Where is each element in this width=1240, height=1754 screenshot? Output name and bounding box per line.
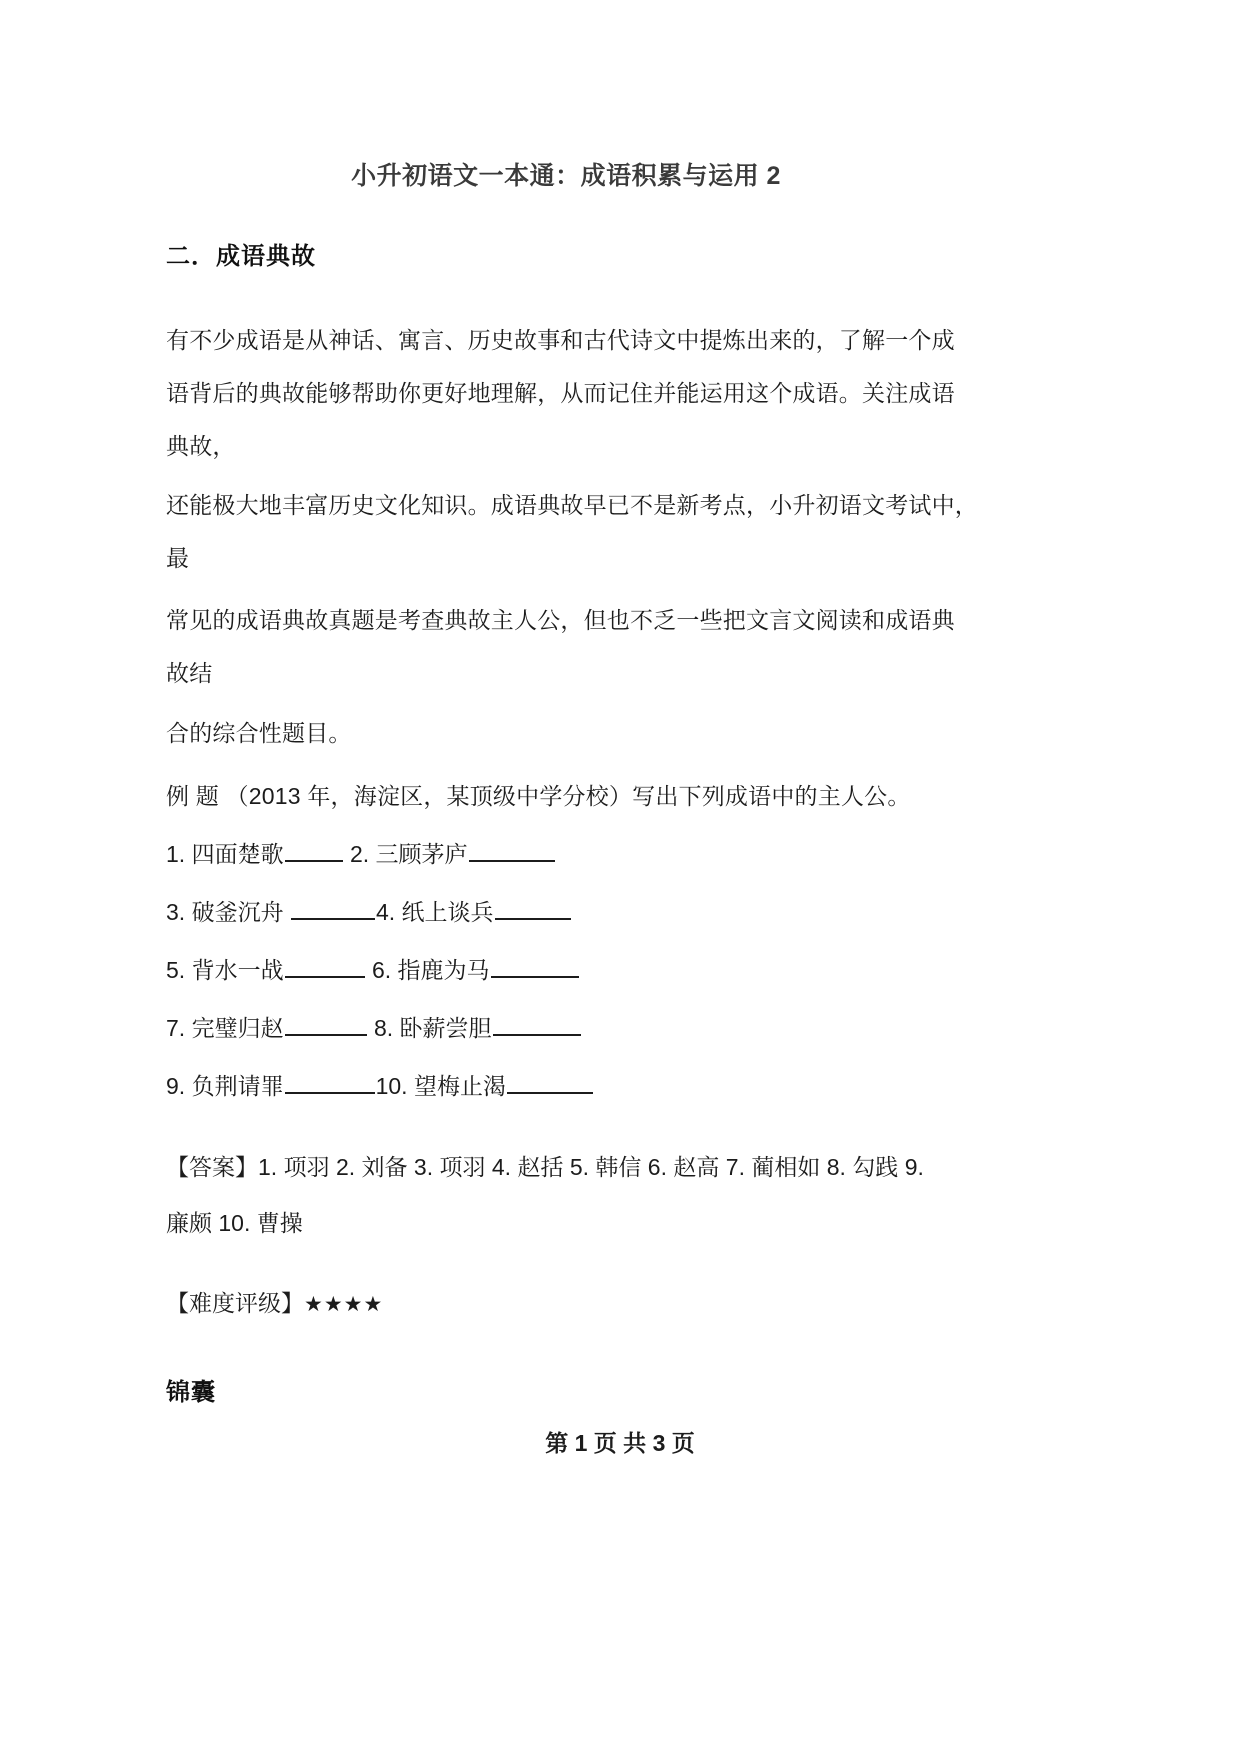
question-row-3-4 [166, 896, 572, 927]
question-1-idiom: 四面楚歌 [191, 841, 284, 867]
question-9-number: 9. [166, 1073, 186, 1099]
question-5-blank[interactable] [285, 954, 365, 978]
difficulty-label: 【难度评级】 [166, 1290, 304, 1316]
paragraph-line-1: 有不少成语是从神话、寓言、历史故事和古代诗文中提炼出来的，了解一个成 [166, 327, 955, 353]
question-6-idiom: 指鹿为马 [397, 957, 490, 983]
question-3-blank[interactable] [291, 896, 375, 920]
section-heading: 二．成语典故 [166, 243, 316, 270]
question-7-idiom: 完璧归赵 [191, 1015, 284, 1041]
example-prompt: 例 题 （2013 年，海淀区，某顶级中学分校）写出下列成语中的主人公。 [166, 783, 911, 809]
question-row-7-8 [166, 1012, 582, 1043]
question-2-number: 2. [349, 841, 370, 867]
question-8-number: 8. [373, 1015, 394, 1041]
question-8-idiom: 卧薪尝胆 [399, 1015, 492, 1041]
question-row-1-2 [166, 838, 556, 869]
question-10-idiom: 望梅止渴 [413, 1073, 506, 1099]
paragraph-line-4: 还能极大地丰富历史文化知识。成语典故早已不是新考点，小升初语文考试中， [166, 492, 978, 518]
question-6-number: 6. [371, 957, 392, 983]
question-row-5-6 [166, 954, 580, 985]
question-10-blank[interactable] [507, 1070, 593, 1094]
question-3-idiom: 破釜沉舟 [191, 899, 284, 925]
page-footer: 第 1 页 共 3 页 [545, 1430, 695, 1456]
question-4-number: 4. [375, 899, 396, 925]
question-1-blank[interactable] [285, 838, 343, 862]
difficulty-stars: ★★★★ [304, 1293, 384, 1316]
question-1-number: 1. [166, 841, 186, 867]
paragraph-line-2: 语背后的典故能够帮助你更好地理解，从而记住并能运用这个成语。关注成语 [166, 380, 955, 406]
question-4-idiom: 纸上谈兵 [401, 899, 494, 925]
question-7-number: 7. [166, 1015, 186, 1041]
question-7-blank[interactable] [285, 1012, 367, 1036]
paragraph-line-8: 合的综合性题目。 [166, 720, 352, 746]
jinnang-heading: 锦囊 [166, 1379, 216, 1406]
answer-line-2: 廉颇 10. 曹操 [166, 1210, 303, 1236]
question-2-blank[interactable] [469, 838, 555, 862]
paragraph-line-6: 常见的成语典故真题是考查典故主人公，但也不乏一些把文言文阅读和成语典 [166, 607, 955, 633]
paragraph-line-3: 典故， [166, 433, 236, 459]
question-3-number: 3. [166, 899, 186, 925]
question-10-number: 10. [375, 1073, 408, 1099]
question-2-idiom: 三顾茅庐 [375, 841, 468, 867]
question-6-blank[interactable] [491, 954, 579, 978]
difficulty-rating [166, 1288, 383, 1320]
page-title: 小升初语文一本通：成语积累与运用 2 [351, 162, 781, 190]
question-5-idiom: 背水一战 [191, 957, 284, 983]
question-5-number: 5. [166, 957, 186, 983]
question-9-blank[interactable] [285, 1070, 375, 1094]
paragraph-line-7: 故结 [166, 660, 213, 686]
question-8-blank[interactable] [493, 1012, 581, 1036]
question-row-9-10 [166, 1070, 594, 1101]
question-9-idiom: 负荆请罪 [191, 1073, 284, 1099]
answer-line-1: 【答案】1. 项羽 2. 刘备 3. 项羽 4. 赵括 5. 韩信 6. 赵高 7. 蔺相如 8. 勾践 9. [166, 1154, 924, 1180]
paragraph-line-5: 最 [166, 545, 190, 571]
question-4-blank[interactable] [495, 896, 571, 920]
